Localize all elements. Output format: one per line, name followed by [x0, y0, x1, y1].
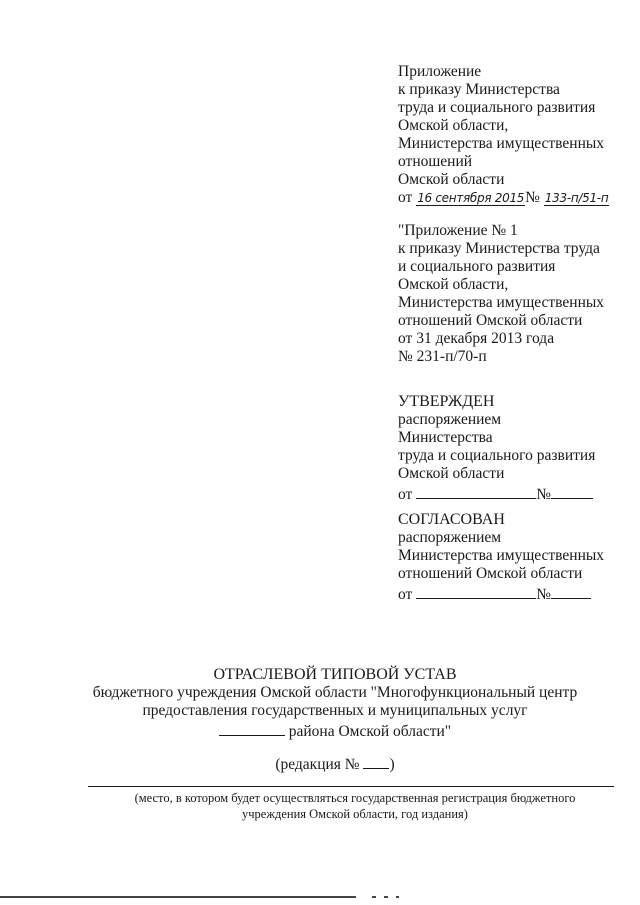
appendix-1-line: Министерства имущественных	[398, 294, 605, 311]
handwritten-date: 16 сентября 2015	[417, 191, 525, 205]
charter-title: ОТРАСЛЕВОЙ ТИПОВОЙ УСТАВ	[213, 666, 457, 683]
approved-title: УТВЕРЖДЕН	[398, 393, 495, 410]
appendix-header-line: отношений	[398, 153, 473, 170]
edition-blank	[363, 753, 389, 769]
appendix-1-line: Омской области,	[398, 276, 509, 293]
appendix-header-line: Омской области,	[398, 117, 509, 134]
edition-text	[40, 753, 630, 774]
agreed-line: Министерства имущественных	[398, 547, 605, 564]
appendix-1-line: отношений Омской области	[398, 312, 583, 329]
registration-note-line: учреждения Омской области, год издания)	[242, 807, 468, 821]
charter-line: предоставления государственных и муниципальных услуг	[142, 702, 528, 719]
registration-note	[100, 790, 610, 822]
handwritten-number: 133-п/51-п	[544, 191, 609, 205]
scan-edge-mark	[396, 896, 399, 898]
date-prefix: от	[398, 486, 413, 503]
order-date-line	[398, 189, 634, 207]
date-blank	[416, 483, 536, 499]
number-blank	[551, 583, 591, 599]
edition-suffix: )	[389, 756, 395, 773]
agreed-title: СОГЛАСОВАН	[398, 511, 505, 528]
number-sign: №	[525, 189, 540, 206]
approved-line: труда и социального развития	[398, 447, 596, 464]
approved-line: распоряжением	[398, 411, 502, 428]
approved-date-line	[398, 483, 634, 504]
number-sign: №	[536, 586, 551, 603]
number-sign: №	[536, 486, 551, 503]
registration-note-line: (место, в котором будет осуществляться государственная регистрация бюджетного	[134, 791, 576, 805]
appendix-1-line: "Приложение № 1	[398, 222, 518, 239]
scan-edge-mark	[0, 896, 356, 898]
appendix-header-line: Приложение	[398, 63, 482, 80]
agreed-block	[398, 511, 634, 604]
scan-edge-mark	[372, 896, 376, 898]
appendix-1-block	[398, 222, 634, 366]
approved-block	[398, 393, 634, 504]
agreed-line: отношений Омской области	[398, 565, 583, 582]
agreed-line: распоряжением	[398, 529, 502, 546]
charter-line: бюджетного учреждения Омской области "Многофункциональный центр	[92, 684, 578, 701]
edition-prefix: (редакция №	[275, 756, 360, 773]
appendix-1-line: и социального развития	[398, 258, 556, 275]
appendix-1-line: к приказу Министерства труда	[398, 240, 600, 257]
appendix-header-line: к приказу Министерства	[398, 81, 560, 98]
district-blank	[219, 720, 285, 736]
appendix-1-line: № 231-п/70-п	[398, 348, 487, 365]
appendix-1-line: от 31 декабря 2013 года	[398, 330, 555, 347]
agreed-date-line	[398, 583, 634, 604]
appendix-header-line: Омской области	[398, 171, 505, 188]
scan-edge-mark	[384, 896, 388, 898]
registration-place-rule	[88, 786, 614, 787]
charter-section	[40, 666, 630, 741]
charter-district-text: района Омской области"	[288, 723, 452, 740]
charter-district-line	[40, 720, 630, 741]
approved-line: Омской области	[398, 465, 505, 482]
appendix-header-line: Министерства имущественных	[398, 135, 605, 152]
number-blank	[551, 483, 593, 499]
approved-line: Министерства	[398, 429, 493, 446]
appendix-header-line: труда и социального развития	[398, 99, 596, 116]
date-prefix: от	[398, 586, 413, 603]
appendix-header	[398, 63, 634, 207]
edition-line	[40, 753, 630, 774]
date-blank	[416, 583, 536, 599]
date-prefix: от	[398, 189, 413, 206]
